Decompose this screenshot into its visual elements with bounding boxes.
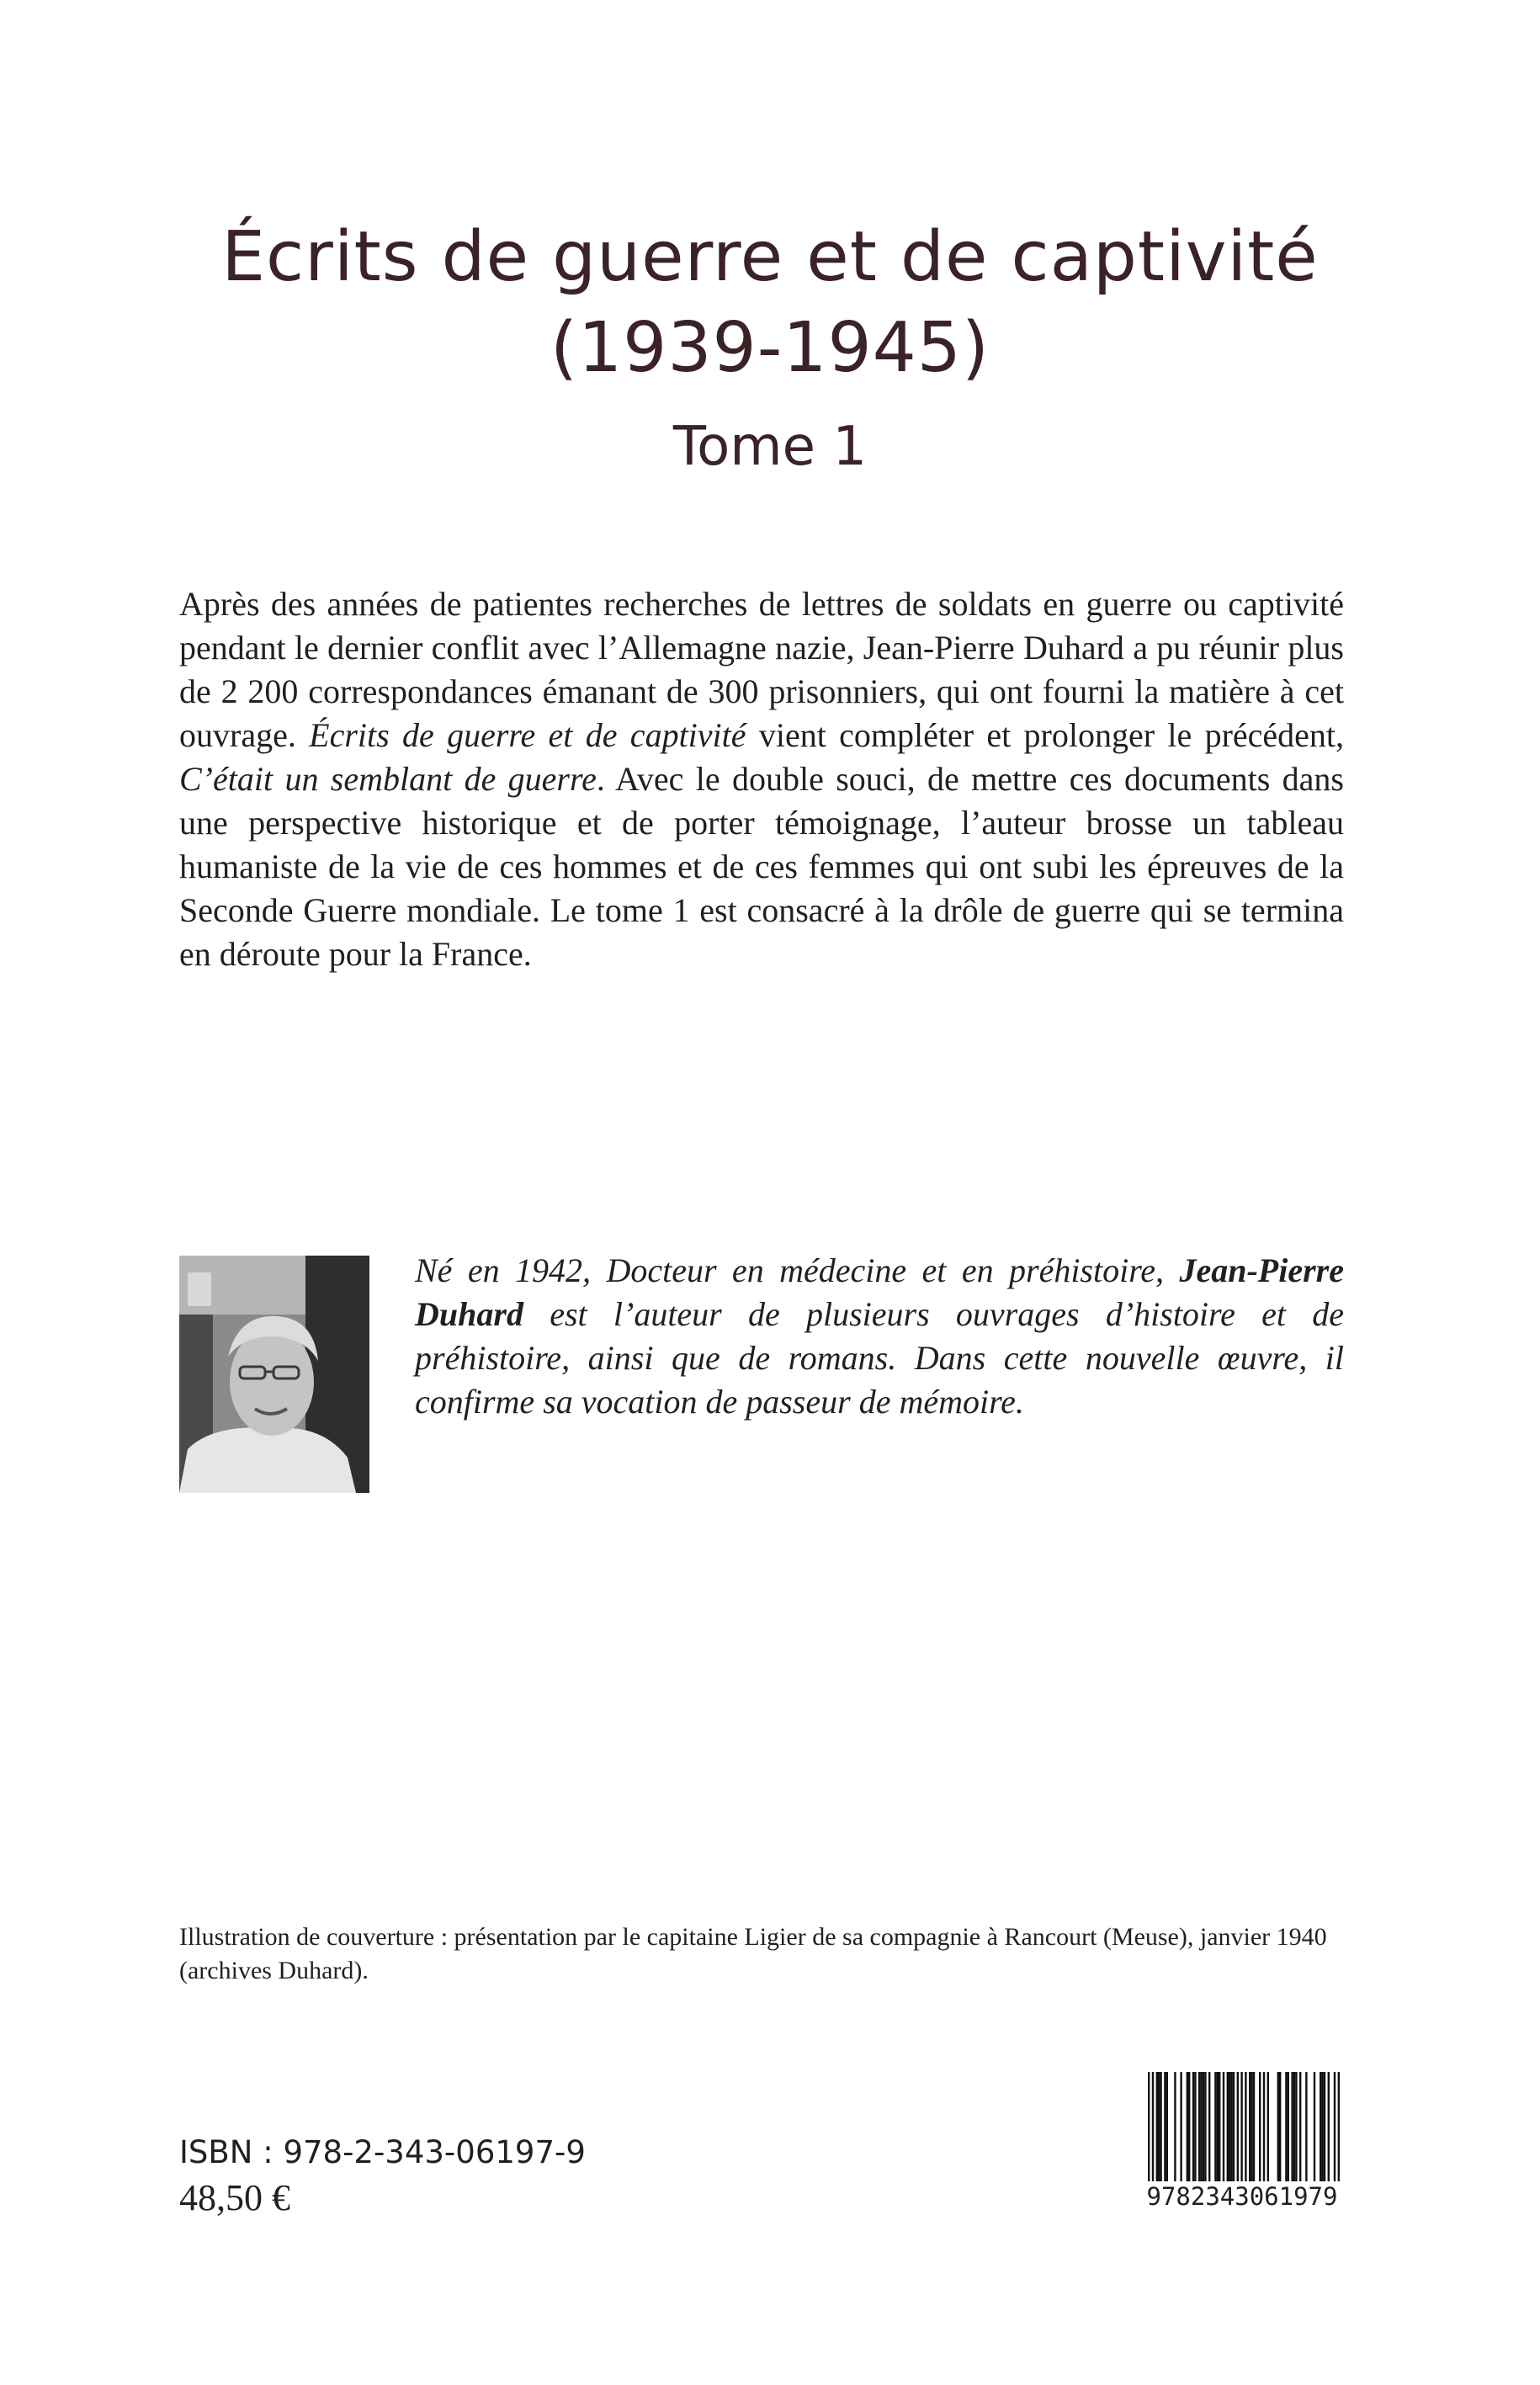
barcode-bar — [1338, 2072, 1340, 2198]
barcode-bar — [1295, 2072, 1297, 2183]
barcode-bar — [1152, 2072, 1154, 2198]
barcode-bar — [1227, 2072, 1229, 2183]
barcode-bar — [1320, 2072, 1321, 2183]
barcode-bar — [1277, 2072, 1279, 2183]
barcode-bar — [1223, 2072, 1224, 2183]
barcode-bar — [1233, 2072, 1235, 2183]
barcode-bar — [1288, 2072, 1289, 2183]
book-title-line-2: (1939-1945) — [550, 308, 990, 388]
barcode-bar — [1166, 2072, 1168, 2183]
barcode-bar — [1263, 2072, 1265, 2183]
barcode-bar — [1237, 2072, 1239, 2183]
barcode-bar — [1279, 2072, 1281, 2183]
summary-part-3: . Avec le double souci, de mettre ces documents dans une perspective historique et de porter témoignage, l’auteur brosse un tableau humaniste de la vie de ces hommes et de ces femmes qui ont subi les épreuves de la Seconde Guerre mondiale. Le tome 1 est consacré à la drôle de guerre qui se termina en déroute pour la France. — [179, 760, 1344, 973]
barcode-bar — [1200, 2072, 1202, 2183]
barcode-bar — [1204, 2072, 1206, 2183]
barcode-bar — [1240, 2072, 1242, 2198]
barcode-bar — [1217, 2072, 1219, 2183]
barcode-bar — [1259, 2072, 1261, 2183]
title-block — [0, 212, 1540, 485]
barcode-bar — [1156, 2072, 1158, 2183]
barcode-bar — [1174, 2072, 1176, 2183]
barcode-bar — [1187, 2072, 1188, 2183]
author-bio — [415, 1249, 1344, 1424]
barcode-bar — [1305, 2072, 1307, 2183]
barcode-bar — [1164, 2072, 1166, 2183]
barcode-digits: 9782343061979 — [1134, 2181, 1350, 2212]
barcode-bar — [1180, 2072, 1182, 2183]
barcode-bar — [1299, 2072, 1301, 2183]
barcode-bar — [1328, 2072, 1330, 2183]
barcode-bar — [1192, 2072, 1194, 2183]
bio-part-1: Né en 1942, Docteur en médecine et en préhistoire, — [415, 1251, 1180, 1289]
barcode-bar — [1214, 2072, 1216, 2183]
summary-italic-title-2: C’était un semblant de guerre — [179, 760, 597, 798]
bio-part-2: est l’auteur de plusieurs ouvrages d’histoire et de préhistoire, ainsi que de romans. Dans cette nouvelle œuvre, il confirme sa vocation de passeur de mémoire. — [415, 1295, 1344, 1421]
barcode-bar — [1194, 2072, 1196, 2183]
barcode-bar — [1314, 2072, 1315, 2183]
barcode-bar — [1203, 2072, 1204, 2183]
barcode-bar — [1198, 2072, 1200, 2183]
author-name: Jean-Pierre Duhard — [415, 1251, 1344, 1333]
barcode-bar — [1229, 2072, 1230, 2183]
barcode-bar — [1245, 2072, 1246, 2198]
isbn-label: ISBN : 978-2-343-06197-9 — [179, 2134, 586, 2170]
barcode-bar — [1267, 2072, 1269, 2183]
summary-part-1: Après des années de patientes recherches de lettres de soldats en guerre ou captivité pendant le dernier conflit avec l’Allemagne nazie, Jean-Pierre Duhard a pu réunir plus de 2 200 correspondances émanant de 300 prisonniers, qui ont fourni la matière à cet ouvrage. — [179, 585, 1344, 754]
barcode-bar — [1291, 2072, 1293, 2183]
summary-part-2: vient compléter et prolonger le précédent, — [746, 716, 1345, 754]
summary-text — [179, 582, 1344, 976]
price-label: 48,50 € — [179, 2177, 290, 2218]
barcode-bar — [1324, 2072, 1325, 2183]
barcode-bar — [1253, 2072, 1255, 2183]
barcode-bar — [1160, 2072, 1161, 2183]
barcode-bar — [1158, 2072, 1160, 2183]
barcode-bar — [1251, 2072, 1252, 2183]
barcode-bar — [1188, 2072, 1190, 2183]
barcode-bar — [1249, 2072, 1251, 2183]
barcode-bar — [1334, 2072, 1336, 2198]
summary-italic-title-1: Écrits de guerre et de captivité — [309, 716, 746, 754]
author-portrait-icon — [179, 1256, 369, 1493]
cover-illustration-credit: Illustration de couverture : présentation par le capitaine Ligier de sa compagnie à Rancourt (Meuse), janvier 1940 (archives Duhard). — [179, 1923, 1327, 1984]
book-title-line-1: Écrits de guerre et de captivité — [221, 217, 1319, 297]
barcode-bar — [1321, 2072, 1323, 2183]
barcode-bar — [1148, 2072, 1150, 2198]
barcode-bar — [1208, 2072, 1210, 2183]
barcode-bar — [1293, 2072, 1295, 2183]
barcode-bar — [1219, 2072, 1220, 2183]
barcode-bar — [1230, 2072, 1232, 2183]
barcode-bar — [1285, 2072, 1287, 2183]
volume-label: Tome 1 — [672, 416, 868, 478]
ean13-barcode-icon — [1134, 2072, 1350, 2213]
